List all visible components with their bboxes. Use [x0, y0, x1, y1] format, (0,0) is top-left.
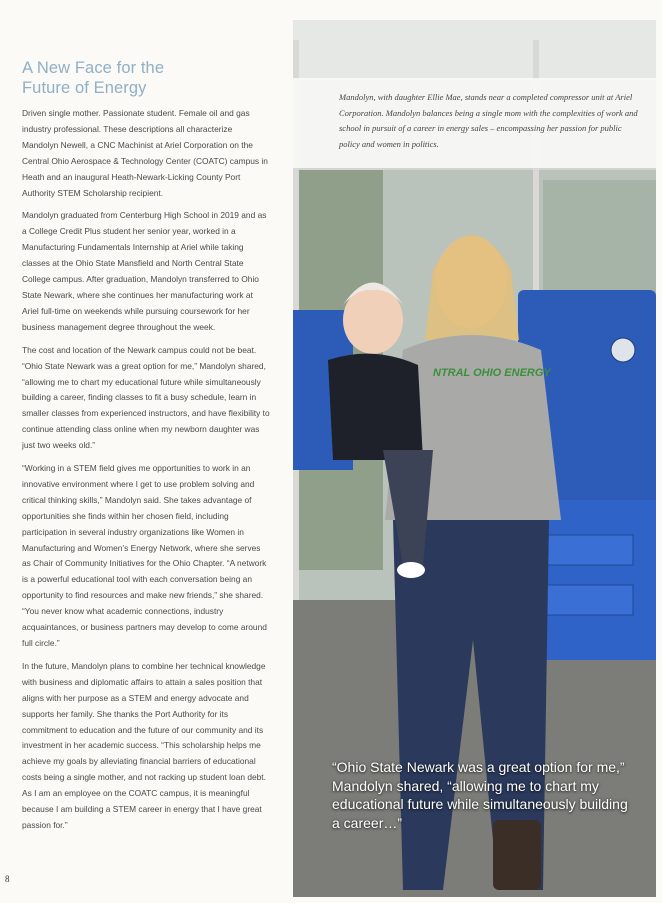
- cabinet-drawer-1: [543, 535, 633, 565]
- cabinet-drawer-2: [543, 585, 633, 615]
- page-number: 8: [5, 874, 10, 884]
- ceiling: [293, 20, 656, 80]
- paragraph-5: In the future, Mandolyn plans to combine her technical knowledge with business and diplomatic affairs to attain a sales position that aligns with her purpose as a STEM and energy advocate and supports her family. She thanks the Port Authority for its commitment to education and the future of our community and its investment in her academic success. “This scholarship helps me achieve my goals by alleviating financial barriers of educational costs being a single mother, and not racking up student loan debt. As I am an employee on the COATC campus, it is meaningful because I am building a STEM career in energy that I have great passion for.”: [22, 660, 266, 830]
- paragraph-3: The cost and location of the Newark campus could not be beat. “Ohio State Newark was a great option for me,” Mandolyn shared, “allowing me to chart my educational future while simultaneously building a career, finding classes to fit a busy schedule, learn in smaller classes from experienced instructors, and have flexibility to continue attending class online when my newborn daughter was just two weeks old.”: [22, 344, 270, 451]
- title-line-2: Future of Energy: [22, 79, 147, 97]
- paragraph-2: Mandolyn graduated from Centerburg High School in 2019 and as a College Credit Plus student her senior year, worked in a Manufacturing Fundamentals Internship at Ariel while taking classes at the Ohio State Mansfield and North Central State College campus. After graduation, Mandolyn transferred to Ohio State Newark, where she continues her manufacturing work at Ariel full-time on weekends while pursuing coursework for her business management degree throughout the week.: [22, 210, 267, 332]
- title-line-1: A New Face for the: [22, 59, 165, 77]
- shirt-print: NTRAL OHIO ENERGY: [433, 367, 551, 379]
- article-title: [22, 58, 270, 98]
- pull-quote: “Ohio State Newark was a great option for me,” Mandolyn shared, “allowing me to chart my educational future while simultaneously building a career…”: [332, 759, 628, 831]
- paragraph-4: “Working in a STEM field gives me opportunities to work in an innovative environment where I get to use problem solving and critical thinking skills,” Mandolyn said. She takes advantage of opportunities she finds within her chosen field, including participation in several industry organizations like Women in Manufacturing and Women’s Energy Network, where she serves as Chair of Community Initiatives for the Ohio Chapter. “A network is a powerful educational tool with each conversation being an opportunity to find resources and make new friends,” she shared. “You never know what academic connections, industry acquaintances, or business partners may develop to come around full circle.”: [22, 463, 267, 648]
- baby-shirt: [328, 354, 423, 460]
- pressure-gauge: [611, 338, 635, 362]
- photo-caption: Mandolyn, with daughter Ellie Mae, stands near a completed compressor unit at Ariel Corporation. Mandolyn balances being a single mom with the complexities of work and school in pursuit of a career in energy sales – encompassing her passion for public policy and women in politics.: [339, 92, 638, 149]
- paragraph-1: Driven single mother. Passionate student. Female oil and gas industry professional. These descriptions all characterize Mandolyn Newell, a CNC Machinist at Ariel Corporation on the Central Ohio Aerospace & Technology Center (COATC) campus in Heath and an inaugural Heath-Newark-Licking County Port Authority STEM Scholarship recipient.: [22, 108, 268, 198]
- baby-shoe: [397, 562, 425, 578]
- article-column: [22, 58, 270, 841]
